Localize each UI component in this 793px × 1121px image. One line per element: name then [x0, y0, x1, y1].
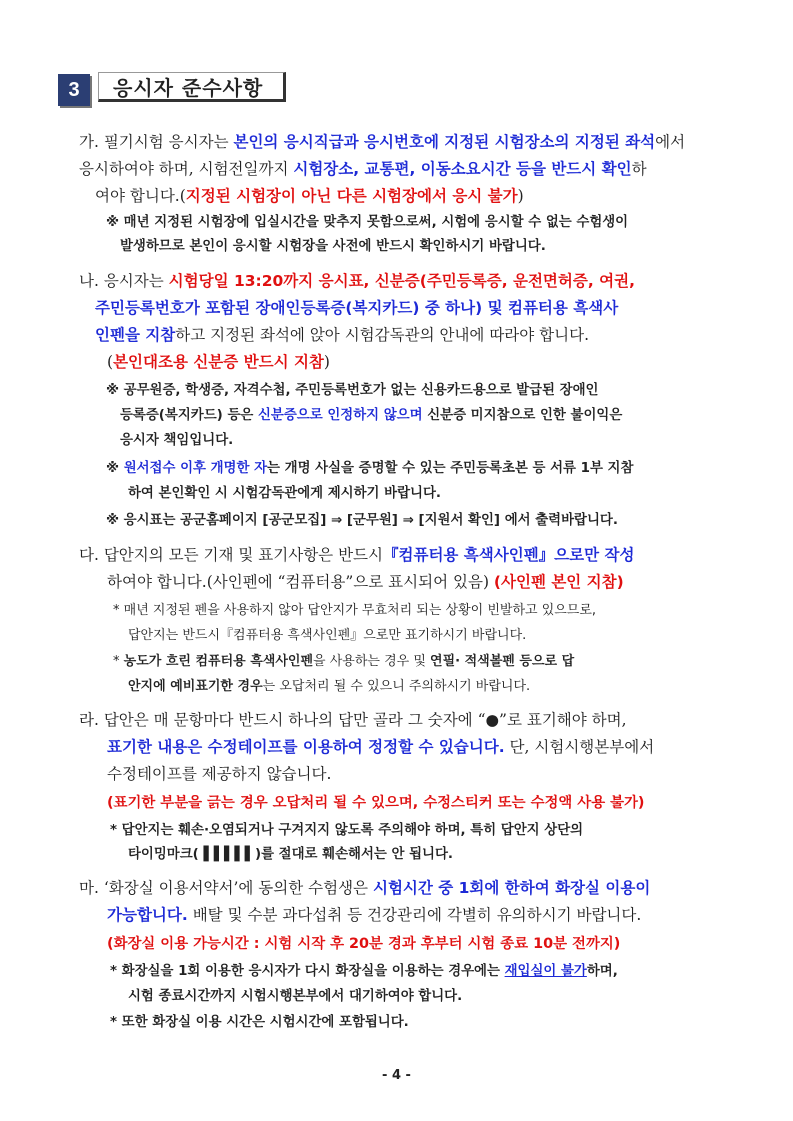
section-number: 3 — [58, 74, 90, 106]
item-ga-note2: 발생하므로 본인이 응시할 시험장을 사전에 반드시 확인하시기 바랍니다. — [120, 239, 546, 254]
item-da-note1: * 매년 지정된 펜을 사용하지 않아 답안지가 무효처리 되는 상황이 빈발하고 있으므로, — [113, 603, 597, 618]
item-ra-line1: 라. 답안은 매 문항마다 반드시 하나의 답만 골라 그 숫자에 “●”로 표기해야 하며, — [79, 711, 627, 729]
item-da-note2: 답안지는 반드시『컴퓨터용 흑색사인펜』으로만 표기하시기 바랍니다. — [128, 628, 527, 643]
item-na-note3: 응시자 책임입니다. — [120, 433, 234, 448]
item-ma-note1: * 화장실을 1회 이용한 응시자가 다시 화장실을 이용하는 경우에는 재입실이 불가하며, — [110, 964, 618, 979]
item-ra-line3: 수정테이프를 제공하지 않습니다. — [107, 765, 332, 783]
item-ra-note1: * 답안지는 훼손·오염되거나 구겨지지 않도록 주의해야 하며, 특히 답안지 상단의 — [110, 823, 584, 838]
item-ma-line3: (화장실 이용 가능시간 : 시험 시작 후 20분 경과 후부터 시험 종료 10분 전까지) — [107, 936, 621, 952]
item-da-line1: 다. 답안지의 모든 기재 및 표기사항은 반드시『컴퓨터용 흑색사인펜』으로만 작성 — [79, 546, 635, 564]
item-ga-note1: ※ 매년 지정된 시험장에 입실시간을 맞추지 못함으로써, 시험에 응시할 수 없는 수험생이 — [106, 215, 629, 230]
item-ma-line1: 마. ‘화장실 이용서약서’에 동의한 수험생은 시험시간 중 1회에 한하여 화장실 이용이 — [79, 879, 651, 897]
item-ga-line3: 여야 합니다.(지정된 시험장이 아닌 다른 시험장에서 응시 불가) — [95, 187, 524, 205]
item-na-line4: (본인대조용 신분증 반드시 지참) — [107, 353, 330, 371]
item-da-note4: 안지에 예비표기한 경우는 오답처리 될 수 있으니 주의하시기 바랍니다. — [128, 679, 531, 694]
item-ga-line2: 응시하여야 하며, 시험전일까지 시험장소, 교통편, 이동소요시간 등을 반드시 확인하 — [79, 160, 647, 178]
item-na-note4: ※ 원서접수 이후 개명한 자는 개명 사실을 증명할 수 있는 주민등록초본 등 서류 1부 지참 — [106, 461, 634, 476]
item-ra-line2: 표기한 내용은 수정테이프를 이용하여 정정할 수 있습니다. 단, 시험시행본부에서 — [107, 738, 655, 756]
item-ra-note2: 타이밍마크( ▌▌▌▌▌)를 절대로 훼손해서는 안 됩니다. — [128, 847, 453, 862]
page-number: - 4 - — [382, 1068, 411, 1083]
section-title: 응시자 준수사항 — [98, 72, 286, 102]
item-ga-line1: 가. 필기시험 응시자는 본인의 응시직급과 응시번호에 지정된 시험장소의 지정된 좌석에서 — [79, 133, 686, 151]
item-na-note1: ※ 공무원증, 학생증, 자격수첩, 주민등록번호가 없는 신용카드용으로 발급된 장애인 — [106, 383, 599, 398]
item-ma-note2: 시험 종료시간까지 시험시행본부에서 대기하여야 합니다. — [128, 989, 463, 1004]
item-na-line3: 인펜을 지참하고 지정된 좌석에 앉아 시험감독관의 안내에 따라야 합니다. — [95, 326, 590, 344]
item-ma-line2: 가능합니다. 배탈 및 수분 과다섭취 등 건강관리에 각별히 유의하시기 바랍니다. — [107, 906, 642, 924]
item-na-note6: ※ 응시표는 공군홈페이지 [공군모집] ⇒ [군무원] ⇒ [지원서 확인] 에서 출력바랍니다. — [106, 513, 618, 528]
item-ra-line4: (표기한 부분을 긁는 경우 오답처리 될 수 있으며, 수정스티커 또는 수정액 사용 불가) — [107, 795, 645, 811]
item-na-line1: 나. 응시자는 시험당일 13:20까지 응시표, 신분증(주민등록증, 운전면허증, 여권, — [79, 272, 635, 290]
item-na-line2: 주민등록번호가 포함된 장애인등록증(복지카드) 중 하나) 및 컴퓨터용 흑색사 — [95, 299, 619, 317]
item-da-note3: * 농도가 흐린 컴퓨터용 흑색사인펜을 사용하는 경우 및 연필· 적색볼펜 등으로 답 — [113, 654, 575, 669]
item-na-note5: 하여 본인확인 시 시험감독관에게 제시하기 바랍니다. — [128, 486, 441, 501]
item-ma-note3: * 또한 화장실 이용 시간은 시험시간에 포함됩니다. — [110, 1015, 409, 1030]
item-da-line2: 하여야 합니다.(사인펜에 “컴퓨터용”으로 표시되어 있음) (사인펜 본인 지참) — [107, 573, 624, 591]
item-na-note2: 등록증(복지카드) 등은 신분증으로 인정하지 않으며 신분증 미지참으로 인한 불이익은 — [120, 408, 623, 423]
